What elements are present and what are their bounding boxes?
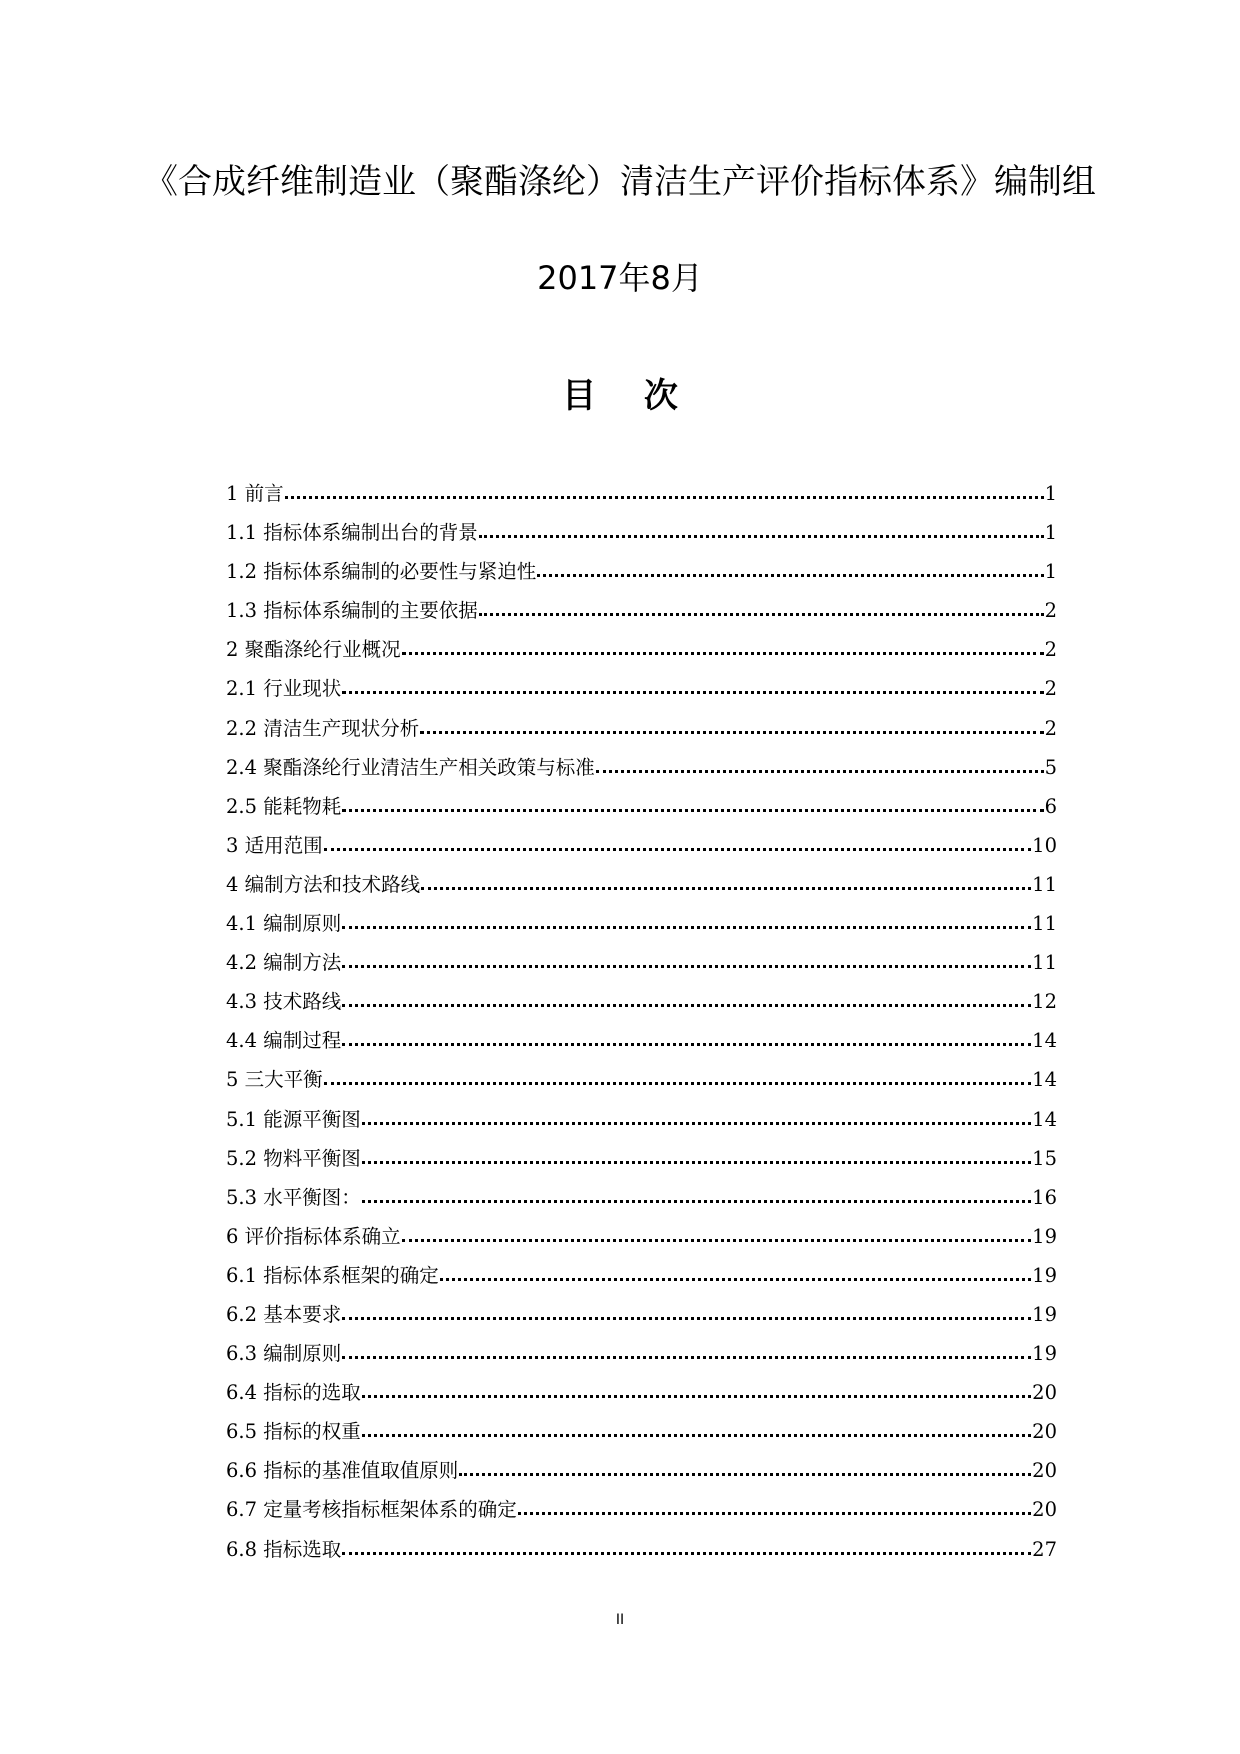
- toc-dot-leader: [342, 795, 1043, 812]
- toc-entry-page: 19: [1032, 1263, 1057, 1287]
- toc-entry[interactable]: [226, 517, 1057, 556]
- toc-entry[interactable]: [226, 713, 1057, 752]
- toc-entry-title[interactable]: 2 聚酯涤纶行业概况: [226, 638, 401, 662]
- toc-dot-leader: [362, 1108, 1031, 1125]
- document-date: 2017年8月: [537, 259, 703, 297]
- toc-entry-title[interactable]: 6.4 指标的选取: [226, 1381, 361, 1405]
- toc-entry-title[interactable]: 4.3 技术路线: [226, 990, 342, 1014]
- toc-entry[interactable]: [226, 556, 1057, 595]
- toc-entry-page: 15: [1032, 1146, 1057, 1170]
- toc-entry-page: 12: [1032, 990, 1057, 1014]
- toc-entry-page: 11: [1032, 951, 1057, 975]
- toc-dot-leader: [537, 560, 1043, 577]
- toc-entry-page: 16: [1032, 1185, 1057, 1209]
- toc-dot-leader: [285, 482, 1044, 499]
- toc-dot-leader: [342, 1538, 1031, 1555]
- toc-entry[interactable]: [226, 1064, 1057, 1103]
- toc-entry[interactable]: [226, 947, 1057, 986]
- toc-entry-page: 6: [1044, 794, 1057, 818]
- toc-entry[interactable]: [226, 1416, 1057, 1455]
- toc-entry-title[interactable]: 5 三大平衡: [226, 1068, 323, 1092]
- toc-dot-leader: [518, 1498, 1031, 1515]
- toc-entry-page: 14: [1032, 1107, 1057, 1131]
- toc-entry-title[interactable]: 1.3 指标体系编制的主要依据: [226, 599, 478, 623]
- toc-dot-leader: [342, 677, 1043, 694]
- toc-dot-leader: [420, 717, 1043, 734]
- toc-entry-page: 19: [1032, 1224, 1057, 1248]
- toc-entry-title[interactable]: 6.6 指标的基准值取值原则: [226, 1459, 459, 1483]
- toc-dot-leader: [402, 638, 1044, 655]
- toc-entry[interactable]: [226, 1104, 1057, 1143]
- toc-dot-leader: [440, 1264, 1031, 1281]
- toc-dot-leader: [479, 599, 1044, 616]
- toc-entry-page: 1: [1044, 521, 1057, 545]
- toc-entry-title[interactable]: 6 评价指标体系确立: [226, 1224, 401, 1248]
- toc-entry-title[interactable]: 2.2 清洁生产现状分析: [226, 716, 420, 740]
- toc-entry-title[interactable]: 5.1 能源平衡图: [226, 1107, 361, 1131]
- toc-entry-page: 2: [1044, 599, 1057, 623]
- toc-entry[interactable]: [226, 478, 1057, 517]
- toc-dot-leader: [421, 873, 1031, 890]
- toc-dot-leader: [342, 951, 1031, 968]
- toc-entry[interactable]: [226, 1455, 1057, 1494]
- toc-entry-title[interactable]: 5.3 水平衡图：: [226, 1185, 361, 1209]
- toc-dot-leader: [342, 1303, 1031, 1320]
- toc-dot-leader: [324, 1068, 1032, 1085]
- toc-dot-leader: [596, 756, 1044, 773]
- toc-dot-leader: [362, 1420, 1031, 1437]
- toc-dot-leader: [342, 1342, 1031, 1359]
- page-number: II: [615, 1612, 625, 1628]
- toc-entry-page: 1: [1044, 482, 1057, 505]
- toc-entry-page: 2: [1044, 677, 1057, 701]
- toc-entry-title[interactable]: 4.2 编制方法: [226, 951, 342, 975]
- toc-entry[interactable]: [226, 1221, 1057, 1260]
- toc-entry-page: 10: [1032, 833, 1057, 857]
- toc-entry[interactable]: [226, 1143, 1057, 1182]
- organization-line: 《合成纤维制造业（聚酯涤纶）清洁生产评价指标体系》编制组: [144, 162, 1096, 202]
- toc-entry[interactable]: [226, 869, 1057, 908]
- toc-dot-leader: [479, 521, 1044, 538]
- toc-entry[interactable]: [226, 1182, 1057, 1221]
- toc-entry[interactable]: [226, 1025, 1057, 1064]
- toc-dot-leader: [402, 1225, 1032, 1242]
- toc-entry-title[interactable]: 4.1 编制原则: [226, 912, 342, 936]
- toc-entry-page: 11: [1032, 912, 1057, 936]
- toc-entry-title[interactable]: 1.2 指标体系编制的必要性与紧迫性: [226, 560, 537, 584]
- toc-entry[interactable]: [226, 673, 1057, 712]
- toc-entry-title[interactable]: 2.4 聚酯涤纶行业清洁生产相关政策与标准: [226, 755, 595, 779]
- toc-entry-page: 14: [1032, 1029, 1057, 1053]
- toc-entry[interactable]: [226, 1494, 1057, 1533]
- toc-entry-title[interactable]: 4 编制方法和技术路线: [226, 872, 421, 896]
- toc-entry[interactable]: [226, 908, 1057, 947]
- toc-dot-leader: [362, 1147, 1031, 1164]
- toc-dot-leader: [324, 834, 1032, 851]
- toc-entry-title[interactable]: 4.4 编制过程: [226, 1029, 342, 1053]
- toc-entry[interactable]: [226, 1338, 1057, 1377]
- toc-dot-leader: [362, 1186, 1031, 1203]
- toc-dot-leader: [342, 1029, 1031, 1046]
- toc-entry-title[interactable]: 2.5 能耗物耗: [226, 794, 342, 818]
- toc-entry-page: 20: [1032, 1381, 1057, 1405]
- toc-entry-page: 1: [1044, 560, 1057, 584]
- toc-dot-leader: [342, 912, 1031, 929]
- toc-dot-leader: [342, 990, 1031, 1007]
- toc-entry-page: 20: [1032, 1420, 1057, 1444]
- toc-entry-page: 5: [1044, 755, 1057, 779]
- toc-entry-title[interactable]: 6.2 基本要求: [226, 1302, 342, 1326]
- toc-entry-title[interactable]: 6.1 指标体系框架的确定: [226, 1263, 439, 1287]
- toc-entry-title[interactable]: 6.3 编制原则: [226, 1342, 342, 1366]
- toc-dot-leader: [459, 1459, 1031, 1476]
- toc-entry-page: 11: [1032, 872, 1057, 896]
- toc-entry[interactable]: [226, 1377, 1057, 1416]
- toc-entry-page: 27: [1032, 1537, 1057, 1561]
- toc-entry-page: 20: [1032, 1459, 1057, 1483]
- toc-entry[interactable]: [226, 595, 1057, 634]
- table-of-contents: [226, 478, 1057, 1573]
- toc-entry-title[interactable]: 1.1 指标体系编制出台的背景: [226, 521, 478, 545]
- toc-entry[interactable]: [226, 752, 1057, 791]
- toc-entry-title[interactable]: 6.8 指标选取: [226, 1537, 342, 1561]
- toc-entry-title[interactable]: 2.1 行业现状: [226, 677, 342, 701]
- toc-entry-title[interactable]: 1 前言: [226, 482, 284, 505]
- toc-entry[interactable]: [226, 791, 1057, 830]
- toc-entry-page: 14: [1032, 1068, 1057, 1092]
- toc-entry[interactable]: [226, 986, 1057, 1025]
- toc-entry[interactable]: [226, 1260, 1057, 1299]
- toc-entry-page: 2: [1044, 716, 1057, 740]
- toc-dot-leader: [362, 1381, 1031, 1398]
- toc-entry-title[interactable]: 5.2 物料平衡图: [226, 1146, 361, 1170]
- toc-entry-title[interactable]: 6.7 定量考核指标框架体系的确定: [226, 1498, 517, 1522]
- toc-entry-page: 19: [1032, 1342, 1057, 1366]
- toc-entry-title[interactable]: 6.5 指标的权重: [226, 1420, 361, 1444]
- toc-entry[interactable]: [226, 634, 1057, 673]
- toc-heading: 目 次: [562, 376, 696, 416]
- toc-entry-page: 19: [1032, 1302, 1057, 1326]
- toc-entry-page: 2: [1044, 638, 1057, 662]
- toc-entry[interactable]: [226, 1299, 1057, 1338]
- toc-entry[interactable]: [226, 830, 1057, 869]
- toc-entry[interactable]: [226, 1534, 1057, 1573]
- toc-entry-page: 20: [1032, 1498, 1057, 1522]
- toc-entry-title[interactable]: 3 适用范围: [226, 833, 323, 857]
